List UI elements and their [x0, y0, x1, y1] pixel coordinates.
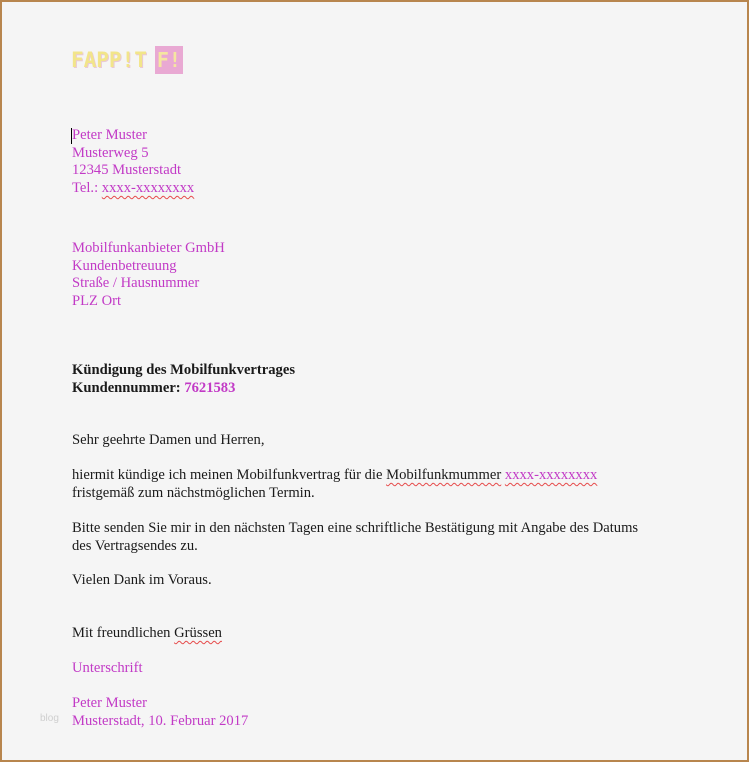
paragraph-2-line-1[interactable]: Bitte senden Sie mir in den nächsten Tagen eine schriftliche Bestätigung mit Angabe des Datums: [72, 520, 639, 536]
recipient-city[interactable]: PLZ Ort: [72, 292, 122, 309]
recipient-company[interactable]: Mobilfunkanbieter GmbH: [72, 240, 225, 256]
paragraph-1-line-1[interactable]: [72, 467, 597, 485]
logo: [71, 46, 183, 74]
closing-misspelled-word[interactable]: Grüssen: [174, 625, 222, 641]
sender-street[interactable]: Musterweg 5: [72, 144, 149, 161]
logo-box: F!: [156, 48, 181, 72]
salutation-text[interactable]: Sehr geehrte Damen und Herren,: [72, 432, 265, 448]
paragraph-1-line-2[interactable]: fristgemäß zum nächstmöglichen Termin.: [72, 484, 315, 501]
salutation[interactable]: [72, 432, 264, 450]
paragraph-2-line-2[interactable]: des Vertragsendes zu.: [72, 537, 198, 554]
sender-phone-line[interactable]: [72, 180, 194, 198]
watermark: blog: [40, 713, 59, 724]
thanks-text[interactable]: Vielen Dank im Voraus.: [72, 572, 212, 588]
subject-title[interactable]: Kündigung des Mobilfunkvertrages: [72, 362, 295, 378]
closing-line[interactable]: [72, 625, 222, 643]
paragraph-1[interactable]: [72, 467, 597, 502]
recipient-street[interactable]: Straße / Hausnummer: [72, 275, 200, 292]
paragraph-2[interactable]: [72, 520, 638, 555]
signature[interactable]: Unterschrift: [72, 660, 143, 676]
recipient-department[interactable]: Kundenbetreuung: [72, 257, 177, 274]
mobile-number[interactable]: xxxx-xxxxxxxx: [504, 467, 598, 483]
subject-block[interactable]: [72, 362, 295, 397]
recipient-address[interactable]: [72, 240, 225, 310]
sender-city[interactable]: 12345 Musterstadt: [72, 162, 182, 179]
phone-number[interactable]: xxxx-xxxxxxxx: [101, 179, 195, 196]
sender-address[interactable]: [72, 127, 194, 197]
phone-label: Tel.:: [72, 179, 99, 196]
signer-name[interactable]: Peter Muster: [72, 695, 147, 711]
misspelled-word[interactable]: Mobilfunkmummer: [386, 467, 502, 483]
signer-block[interactable]: [72, 695, 248, 730]
closing[interactable]: [72, 625, 222, 643]
thanks[interactable]: [72, 572, 212, 590]
place-date[interactable]: Musterstadt, 10. Februar 2017: [72, 712, 249, 729]
logo-text: FAPP!T: [71, 48, 147, 72]
customer-number[interactable]: 7621583: [184, 379, 236, 396]
sender-name[interactable]: Peter Muster: [72, 127, 147, 143]
signature-block[interactable]: [72, 660, 143, 678]
customer-number-label: Kundennummer:: [72, 379, 181, 396]
closing-text: Mit freundlichen: [72, 625, 171, 641]
paragraph-1-text: hiermit kündige ich meinen Mobilfunkvertrag für die: [72, 467, 383, 483]
customer-number-line[interactable]: [72, 380, 295, 398]
